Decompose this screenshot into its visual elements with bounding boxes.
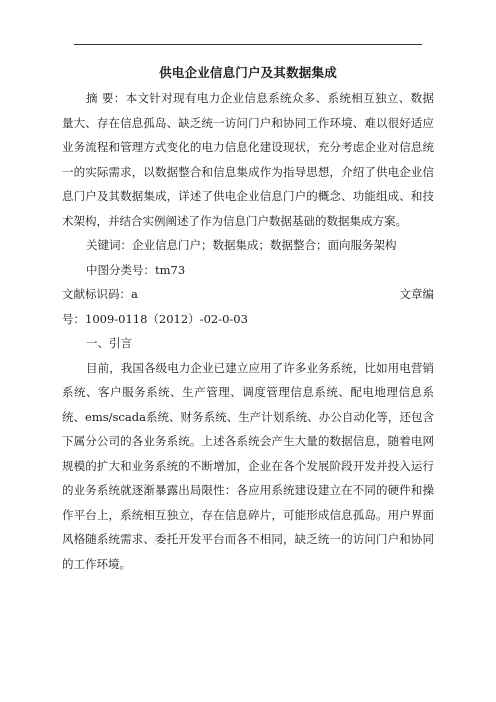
article-no-label: 文章编 — [399, 287, 434, 301]
document-title: 供电企业信息门户及其数据集成 — [159, 65, 337, 80]
doc-code-label: 文献标识码：a — [62, 287, 138, 301]
doc-code-line — [62, 282, 434, 307]
body-paragraph: 目前，我国各级电力企业已建立应用了许多业务系统，比如用电营销系统、客户服务系统、生产管理、调度管理信息系统、配电地理信息系统、ems/scada系统、财务系统、生产计划系统、办公自动化等，还包含下属分公司的各业务系统。上述各系统会产生大量的数据信息，随着电网规模的扩大和业务系统的不断增加，企业在各个发展阶段开发并投入运行的业务系统就逐渐暴露出局限性：各应用系统建设建立在不同的硬件和操作平台上，系统相互独立，存在信息碎片，可能形成信息孤岛。用户界面风格随系统需求、委托开发平台而各不相同，缺乏统一的访问门户和协同的工作环境。 — [62, 360, 434, 571]
article-no-value: 号：1009-0118（2012）-02-0-03 — [62, 311, 248, 326]
document-content — [62, 62, 434, 576]
clc-number-line: 中图分类号：tm73 — [86, 262, 186, 277]
keywords-line: 关键词：企业信息门户；数据集成；数据整合；面向服务架构 — [86, 238, 397, 252]
abstract-paragraph: 摘 要：本文针对现有电力企业信息系统众多、系统相互独立、数据量大、存在信息孤岛、缺乏统一访问门户和协同工作环境、难以很好适应业务流程和管理方式变化的电力信息化建设现状，充分考虑企业对信息统一的实际需求，以数据整合和信息集成作为指导思想，介绍了供电企业信息门户及其数据集成，详述了供电企业信息门户的概念、功能组成、和技术架构，并结合实例阐述了作为信息门户数据基础的数据集成方案。 — [62, 91, 434, 228]
header-rule — [74, 44, 422, 45]
section-heading: 一、引言 — [86, 336, 132, 350]
